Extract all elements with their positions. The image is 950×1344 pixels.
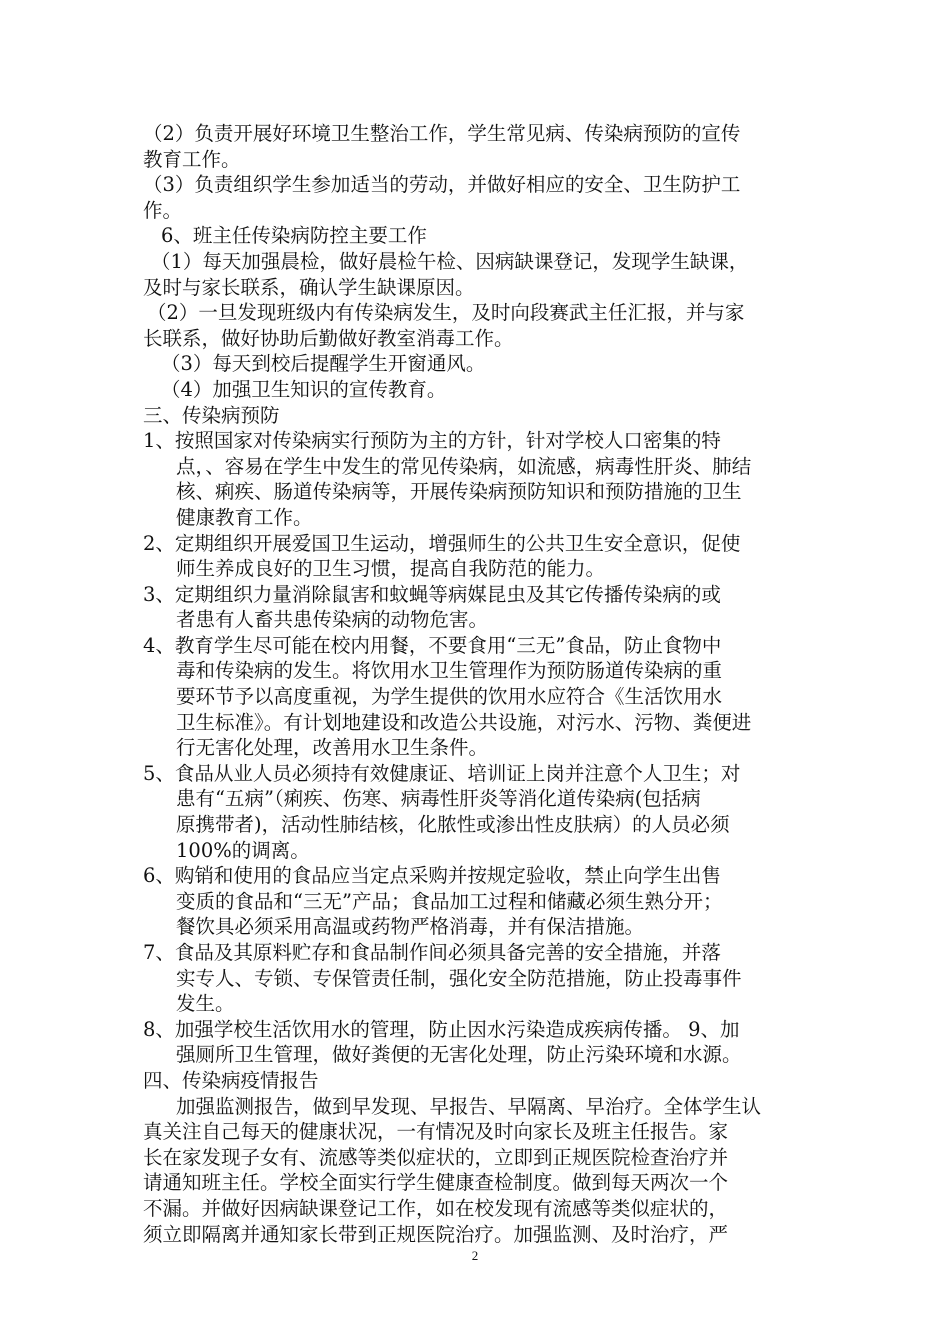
text-line: 加强监测报告，做到早发现、早报告、早隔离、早治疗。全体学生认 [176,1094,762,1118]
text-line: 作。 [143,198,183,222]
text-line: 原携带者)，活动性肺结核，化脓性或渗出性皮肤病）的人员必须 [176,813,730,837]
text-line: 及时与家长联系，确认学生缺课原因。 [143,275,475,299]
text-line: 卫生标准》。有计划地建设和改造公共设施，对污水、污物、粪便进 [176,710,752,734]
text-line: 100%的调离。 [176,838,310,862]
text-line: 餐饮具必须采用高温或药物严格消毒，并有保洁措施。 [176,915,645,939]
text-line: 发生。 [176,992,235,1016]
text-line: 真关注自己每天的健康状况，一有情况及时向家长及班主任报告。家 [143,1120,729,1144]
text-line: 不漏。并做好因病缺课登记工作，如在校发现有流感等类似症状的， [143,1196,729,1220]
text-line: （2）负责开展好环境卫生整治工作，学生常见病、传染病预防的宣传 [143,122,741,145]
text-line: 三、传染病预防 [143,403,280,427]
text-line: 实专人、专锁、专保管责任制，强化安全防范措施，防止投毒事件 [176,966,742,990]
text-line: 行无害化处理，改善用水卫生条件。 [176,736,489,760]
text-line: （3）每天到校后提醒学生开窗通风。 [161,352,486,376]
text-line: 7、食品及其原料贮存和食品制作间必须具备完善的安全措施，并落 [143,941,721,964]
text-line: 须立即隔离并通知家长带到正规医院治疗。加强监测、及时治疗，严 [143,1222,729,1246]
text-line: 健康教育工作。 [176,505,313,529]
text-line: （2）一旦发现班级内有传染病发生，及时向段赛武主任汇报，并与家 [147,301,745,325]
text-line: 点，、容易在学生中发生的常见传染病，如流感，病毒性肝炎、肺结 [176,454,752,478]
text-line: 者患有人畜共患传染病的动物危害。 [176,608,489,632]
text-line: （3）负责组织学生参加适当的劳动，并做好相应的安全、卫生防护工 [143,173,741,197]
text-line: 核、痢疾、肠道传染病等，开展传染病预防知识和预防措施的卫生 [176,480,742,504]
text-line: 毒和传染病的发生。将饮用水卫生管理作为预防肠道传染病的重 [176,659,723,683]
page-number: 2 [471,1248,479,1263]
text-line: 8、加强学校生活饮用水的管理，防止因水污染造成疾病传播。 9、加 [143,1017,740,1041]
text-line: 患有“五病”（痢疾、伤寒、病毒性肝炎等消化道传染病(包括病 [176,787,701,811]
text-line: 教育工作。 [143,147,241,171]
text-line: 长联系，做好协助后勤做好教室消毒工作。 [143,326,514,350]
text-line: 6、购销和使用的食品应当定点采购并按规定验收，禁止向学生出售 [143,864,721,888]
text-line: 5、食品从业人员必须持有效健康证、培训证上岗并注意个人卫生；对 [143,761,741,785]
text-line: 强厕所卫生管理，做好粪便的无害化处理，防止污染环境和水源。 [176,1043,742,1067]
text-line: 要环节予以高度重视，为学生提供的饮用水应符合《生活饮用水 [176,685,723,709]
text-line: 3、定期组织力量消除鼠害和蚊蝇等病媒昆虫及其它传播传染病的或 [143,582,721,606]
text-line: 变质的食品和“三无”产品；食品加工过程和储藏必须生熟分开； [176,889,723,913]
document-body [143,121,813,1247]
text-line: 长在家发现子女有、流感等类似症状的，立即到正规医院检查治疗并 [143,1145,729,1169]
text-line: （4）加强卫生知识的宣传教育。 [161,377,447,401]
text-line: 4、教育学生尽可能在校内用餐，不要食用“三无”食品，防止食物中 [143,633,722,657]
text-line: 1、按照国家对传染病实行预防为主的方针，针对学校人口密集的特 [143,429,721,453]
text-line: 2、定期组织开展爱国卫生运动，增强师生的公共卫生安全意识，促使 [143,531,741,555]
text-line: 请通知班主任。学校全面实行学生健康查检制度。做到每天两次一个 [143,1171,729,1195]
text-line: （1）每天加强晨检，做好晨检午检、因病缺课登记，发现学生缺课， [151,249,749,273]
text-line: 6、班主任传染病防控主要工作 [161,224,427,248]
text-line: 师生养成良好的卫生习惯，提高自我防范的能力。 [176,557,606,581]
text-line: 四、传染病疫情报告 [143,1068,319,1092]
